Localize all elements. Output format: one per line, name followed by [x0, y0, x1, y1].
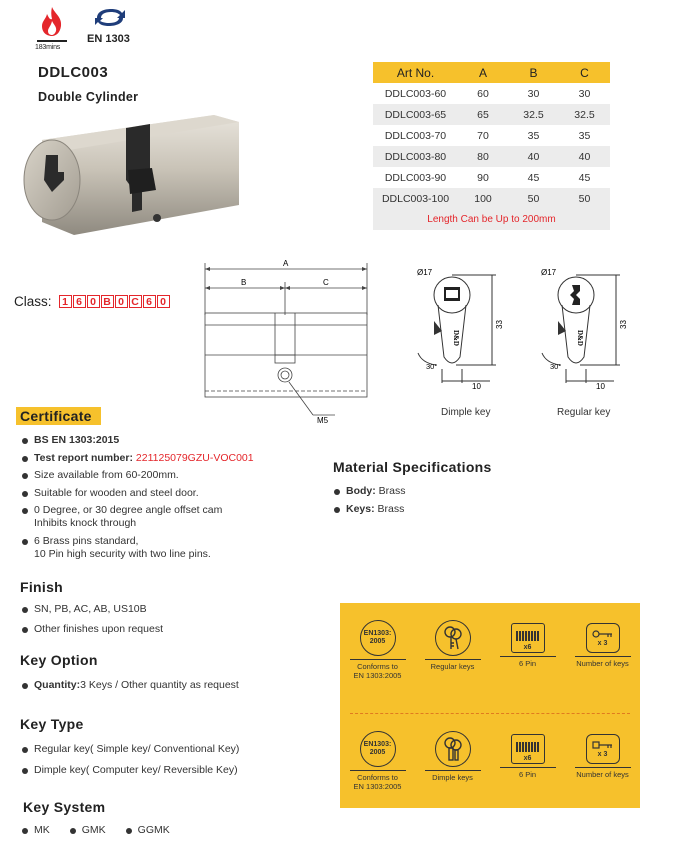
- gmk-label: GMK: [81, 824, 106, 836]
- col-header: A: [458, 62, 508, 83]
- feature-row-1: [340, 620, 640, 680]
- list-item: [20, 679, 320, 692]
- list-item: [332, 503, 532, 516]
- table-cell: DDLC003-70: [384, 129, 447, 142]
- table-cell: DDLC003-60: [384, 87, 447, 100]
- dimple-key-icon: [435, 731, 471, 767]
- list-item: [20, 764, 320, 777]
- feature-item: [568, 731, 638, 791]
- dimple-angle-label: 30°: [426, 362, 438, 371]
- feature-item: [418, 731, 488, 791]
- table-row: [373, 167, 610, 188]
- feature-item: [493, 620, 563, 680]
- feature-label: Conforms to EN 1303:2005: [353, 773, 402, 791]
- dim-a-label: A: [283, 259, 289, 268]
- mk-label: MK: [34, 824, 50, 836]
- cert-report-number: 221125079GZU-VOC001: [135, 451, 254, 464]
- cam-text: 0 Degree, or 30 degree angle offset cam: [34, 504, 223, 516]
- col-header: Art No.: [373, 62, 458, 83]
- feature-item: [343, 731, 413, 791]
- feature-panel: [340, 603, 640, 808]
- table-cell: 30: [578, 87, 591, 100]
- table-cell: 35: [578, 129, 591, 142]
- dimple-key-caption: Dimple key: [441, 407, 491, 418]
- list-item: [20, 824, 50, 837]
- list-item: [20, 434, 320, 447]
- dim-c-label: C: [323, 278, 329, 287]
- class-digit: 6: [73, 295, 86, 308]
- dimple-key-text: Dimple key( Computer key/ Reversible Key): [34, 764, 238, 776]
- key-count-icon: x 3: [586, 623, 620, 653]
- m5-label: M5: [317, 416, 329, 425]
- feature-label: 6 Pin: [518, 770, 537, 779]
- table-row: [373, 146, 610, 167]
- feature-item: [343, 620, 413, 680]
- pin-icon: x6: [511, 623, 545, 653]
- table-cell: DDLC003-100: [373, 188, 458, 209]
- panel-divider: [350, 713, 630, 714]
- rotation-arrows-icon: [93, 6, 127, 28]
- material-heading: Material Specifications: [333, 459, 492, 475]
- class-digit: B: [101, 295, 114, 308]
- en1303-label: EN 1303: [87, 33, 130, 45]
- fire-rating-badge: [34, 6, 70, 52]
- spec-table-header: [373, 62, 610, 83]
- table-row: [373, 125, 610, 146]
- cylinder-photo: [14, 110, 244, 265]
- table-row: [373, 83, 610, 104]
- table-row: [373, 104, 610, 125]
- product-name: Double Cylinder: [38, 90, 139, 104]
- dimple-key-profile: [412, 265, 512, 395]
- flame-icon: [37, 6, 67, 38]
- table-cell: 40: [508, 146, 559, 167]
- class-digit: C: [129, 295, 142, 308]
- table-cell: 90: [477, 171, 489, 184]
- key-system-heading: Key System: [23, 799, 106, 815]
- door-text: Suitable for wooden and steel door.: [34, 486, 199, 499]
- class-label: Class:: [14, 294, 52, 309]
- ggmk-label: GGMK: [137, 824, 170, 836]
- quantity-value: 3 Keys / Other quantity as request: [80, 679, 239, 691]
- pins-text: 6 Brass pins standard,: [34, 534, 139, 547]
- table-cell: DDLC003-90: [384, 171, 447, 184]
- list-item: [20, 535, 320, 561]
- feature-label: Dimple keys: [432, 773, 473, 782]
- spec-table: [373, 62, 610, 230]
- length-note: Length Can be Up to 200mm: [373, 209, 610, 230]
- table-cell: 65: [458, 104, 508, 125]
- knock-text: Inhibits knock through: [34, 517, 137, 529]
- table-cell: 50: [508, 188, 559, 209]
- regular-key-text: Regular key( Simple key/ Conventional Key): [34, 743, 240, 755]
- table-cell: 45: [527, 171, 540, 184]
- feature-label: Conforms to EN 1303:2005: [353, 662, 402, 680]
- list-item: [332, 485, 532, 498]
- table-cell: 100: [458, 188, 508, 209]
- cert-standard: BS EN 1303:2015: [34, 434, 120, 446]
- regular-key-icon: [435, 620, 471, 656]
- finish-heading: Finish: [20, 579, 64, 595]
- feature-label: 6 Pin: [518, 659, 537, 668]
- regular-width-label: 10: [596, 382, 605, 391]
- list-item: [20, 504, 320, 530]
- table-row: [373, 188, 610, 209]
- dim-b-label: B: [241, 278, 247, 287]
- class-digit: 6: [143, 295, 156, 308]
- list-item: [20, 469, 320, 482]
- pins-text-2: 10 Pin high security with two line pins.: [34, 547, 211, 560]
- list-item: [20, 487, 320, 500]
- table-cell: 32.5: [559, 104, 610, 125]
- table-cell: DDLC003-65: [373, 104, 458, 125]
- key-option-heading: Key Option: [20, 652, 98, 668]
- col-header: B: [508, 62, 559, 83]
- feature-row-2: [340, 731, 640, 791]
- en1303-seal-icon: EN1303: 2005: [360, 620, 396, 656]
- key-type-list: [20, 743, 320, 782]
- regular-key-profile: [536, 265, 636, 395]
- keys-label: Keys:: [346, 502, 375, 515]
- list-item: [68, 824, 106, 837]
- key-count-icon: x 3: [586, 734, 620, 764]
- key-type-heading: Key Type: [20, 716, 84, 732]
- keys-value: Brass: [374, 502, 405, 515]
- side-view-drawing: [195, 255, 395, 430]
- list-item: [20, 603, 300, 616]
- dimple-height-label: 33: [495, 320, 504, 329]
- finish-other: Other finishes upon request: [34, 623, 163, 635]
- regular-key-caption: Regular key: [557, 407, 611, 418]
- regular-brand-label: D&D: [576, 330, 584, 346]
- finish-options: SN, PB, AC, AB, US10B: [34, 603, 147, 615]
- body-label: Body:: [346, 485, 376, 497]
- list-item: [20, 623, 300, 636]
- feature-item: [493, 731, 563, 791]
- en1303-seal-icon: EN1303: 2005: [360, 731, 396, 767]
- table-cell: 30: [527, 87, 540, 100]
- table-cell: 60: [477, 87, 489, 100]
- class-digit: 0: [115, 295, 128, 308]
- en1303-badge: [87, 6, 133, 46]
- fire-rating-label: 183mins: [35, 44, 61, 51]
- table-cell: 45: [578, 171, 591, 184]
- feature-label: Number of keys: [576, 770, 629, 779]
- table-note-row: [373, 209, 610, 230]
- table-cell: 80: [458, 146, 508, 167]
- list-item: [20, 743, 320, 756]
- cert-report-label: Test report number:: [34, 451, 133, 464]
- class-digit: 0: [157, 295, 170, 308]
- table-cell: 40: [559, 146, 610, 167]
- product-code: DDLC003: [38, 64, 109, 81]
- table-cell: 32.5: [508, 104, 559, 125]
- quantity-label: Quantity:: [34, 679, 81, 691]
- feature-label: Number of keys: [576, 659, 629, 668]
- table-cell: 70: [477, 129, 489, 142]
- class-digit: 0: [87, 295, 100, 308]
- feature-item: [418, 620, 488, 680]
- table-cell: DDLC003-80: [373, 146, 458, 167]
- col-header: C: [559, 62, 610, 83]
- material-list: [332, 485, 532, 520]
- key-option-list: [20, 679, 320, 697]
- table-cell: 50: [559, 188, 610, 209]
- certificate-heading: Certificate: [16, 407, 101, 425]
- dimple-width-label: 10: [472, 382, 481, 391]
- dimple-dia-label: Ø17: [417, 268, 433, 277]
- pin-icon: x6: [511, 734, 545, 764]
- table-cell: 35: [527, 129, 540, 142]
- certificate-list: [20, 434, 320, 565]
- regular-angle-label: 30°: [550, 362, 562, 371]
- key-system-list: [20, 824, 170, 842]
- regular-height-label: 33: [619, 320, 628, 329]
- class-digit: 1: [59, 295, 72, 308]
- body-value: Brass: [375, 485, 406, 497]
- regular-dia-label: Ø17: [541, 268, 557, 277]
- list-item: [124, 824, 170, 837]
- finish-list: [20, 603, 300, 641]
- list-item: [20, 452, 320, 465]
- size-text: Size available from 60-200mm.: [34, 469, 179, 481]
- feature-item: [568, 620, 638, 680]
- feature-label: Regular keys: [430, 662, 475, 671]
- class-code: [14, 294, 171, 309]
- dimple-brand-label: D&D: [452, 330, 460, 346]
